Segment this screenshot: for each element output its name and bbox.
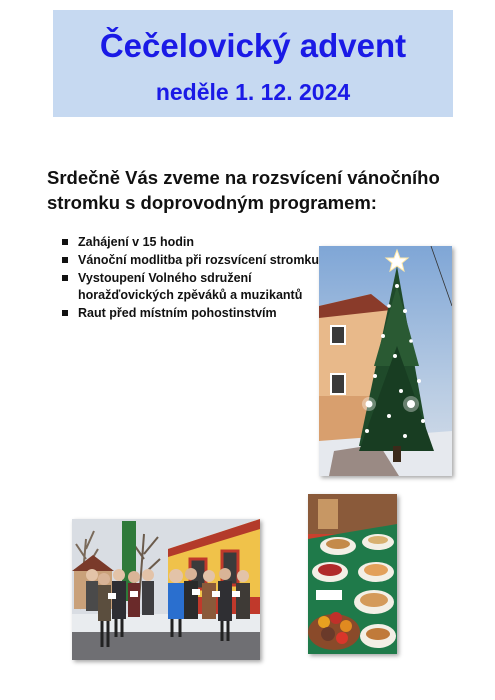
carol-singers-illustration (72, 519, 260, 660)
christmas-tree-photo (319, 246, 452, 476)
program-item-text: Raut před místním pohostinstvím (78, 306, 277, 320)
program-item (62, 252, 322, 269)
event-date: neděle 1. 12. 2024 (155, 79, 351, 105)
square-bullet-icon (62, 239, 68, 245)
buffet-illustration (308, 494, 397, 654)
program-item (62, 234, 322, 251)
program-item (62, 305, 322, 322)
program-item (62, 270, 322, 304)
invitation-text: Srdečně Vás zveme na rozsvícení vánočního stromku s doprovodným programem: (47, 167, 440, 213)
square-bullet-icon (62, 257, 68, 263)
program-item-text: Vánoční modlitba při rozsvícení stromku (78, 253, 320, 267)
program-item-text: Zahájení v 15 hodin (78, 235, 194, 249)
program-list (62, 234, 322, 323)
header-banner (53, 10, 453, 117)
christmas-tree-illustration (319, 246, 452, 476)
buffet-photo (308, 494, 397, 654)
carol-singers-photo (72, 519, 260, 660)
event-title: Čečelovický advent (99, 27, 407, 64)
square-bullet-icon (62, 310, 68, 316)
square-bullet-icon (62, 275, 68, 281)
program-item-text: Vystoupení Volného sdružení horažďovických zpěváků a muzikantů (78, 271, 303, 302)
